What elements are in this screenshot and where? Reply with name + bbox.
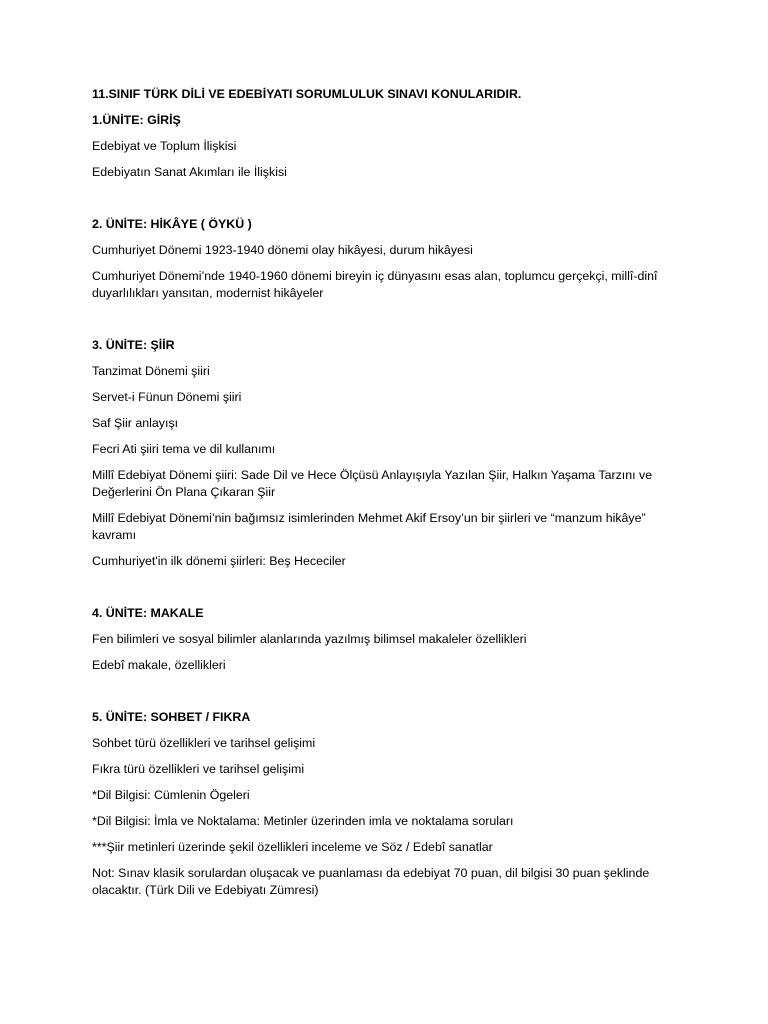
unit-3-item: Millî Edebiyat Dönemi şiiri: Sade Dil ve Hece Ölçüsü Anlayışıyla Yazılan Şiir, Halkın Yaşama Tarzını ve Değerlerini Ön Plana Çıkaran Şiir: [92, 468, 653, 499]
unit-5-item: *Dil Bilgisi: İmla ve Noktalama: Metinler üzerinden imla ve noktalama soruları: [92, 814, 514, 828]
unit-5-item: Fıkra türü özellikleri ve tarihsel gelişimi: [92, 762, 305, 776]
unit-1-heading: 1.ÜNİTE: GİRİŞ: [92, 113, 181, 127]
unit-2-item: Cumhuriyet Dönemi’nde 1940-1960 dönemi bireyin iç dünyasını esas alan, toplumcu gerçekçi, millî-dinî duyarlılıkları yansıtan, modernist hikâyeler: [92, 269, 658, 300]
unit-3-item: Tanzimat Dönemi şiiri: [92, 364, 210, 378]
unit-4-item: Fen bilimleri ve sosyal bilimler alanlarında yazılmış bilimsel makaleler özellikleri: [92, 632, 527, 646]
unit-4-item: Edebî makale, özellikleri: [92, 658, 226, 672]
unit-3-item: Servet-i Fünun Dönemi şiiri: [92, 390, 242, 404]
unit-2-item: Cumhuriyet Dönemi 1923-1940 dönemi olay hikâyesi, durum hikâyesi: [92, 243, 473, 257]
unit-3-item: Millî Edebiyat Dönemi’nin bağımsız isimlerinden Mehmet Akif Ersoy’un bir şiirleri ve “manzum hikâye” kavramı: [92, 511, 646, 542]
unit-5-item: ***Şiir metinleri üzerinde şekil özellikleri inceleme ve Söz / Edebî sanatlar: [92, 840, 493, 854]
unit-3-item: Fecri Ati şiiri tema ve dil kullanımı: [92, 442, 276, 456]
unit-5-item: Sohbet türü özellikleri ve tarihsel gelişimi: [92, 736, 316, 750]
unit-1-item: Edebiyat ve Toplum İlişkisi: [92, 139, 237, 153]
unit-5-heading: 5. ÜNİTE: SOHBET / FIKRA: [92, 710, 251, 724]
unit-3-heading: 3. ÜNİTE: ŞİİR: [92, 338, 175, 352]
unit-4-heading: 4. ÜNİTE: MAKALE: [92, 606, 204, 620]
unit-2-heading: 2. ÜNİTE: HİKÂYE ( ÖYKÜ ): [92, 217, 252, 231]
unit-3-item: Saf Şiir anlayışı: [92, 416, 179, 430]
document-content: [92, 86, 692, 908]
unit-5-item: *Dil Bilgisi: Cümlenin Ögeleri: [92, 788, 250, 802]
unit-3-item: Cumhuriyet'in ilk dönemi şiirleri: Beş Hececiler: [92, 554, 346, 568]
exam-note: Not: Sınav klasik sorulardan oluşacak ve puanlaması da edebiyat 70 puan, dil bilgisi 30 puan şeklinde olacaktır. (Türk Dili ve Edebiyatı Zümresi): [92, 866, 650, 897]
unit-1-item: Edebiyatın Sanat Akımları ile İlişkisi: [92, 165, 287, 179]
document-title: 11.SINIF TÜRK DİLİ VE EDEBİYATI SORUMLULUK SINAVI KONULARIDIR.: [92, 87, 522, 101]
